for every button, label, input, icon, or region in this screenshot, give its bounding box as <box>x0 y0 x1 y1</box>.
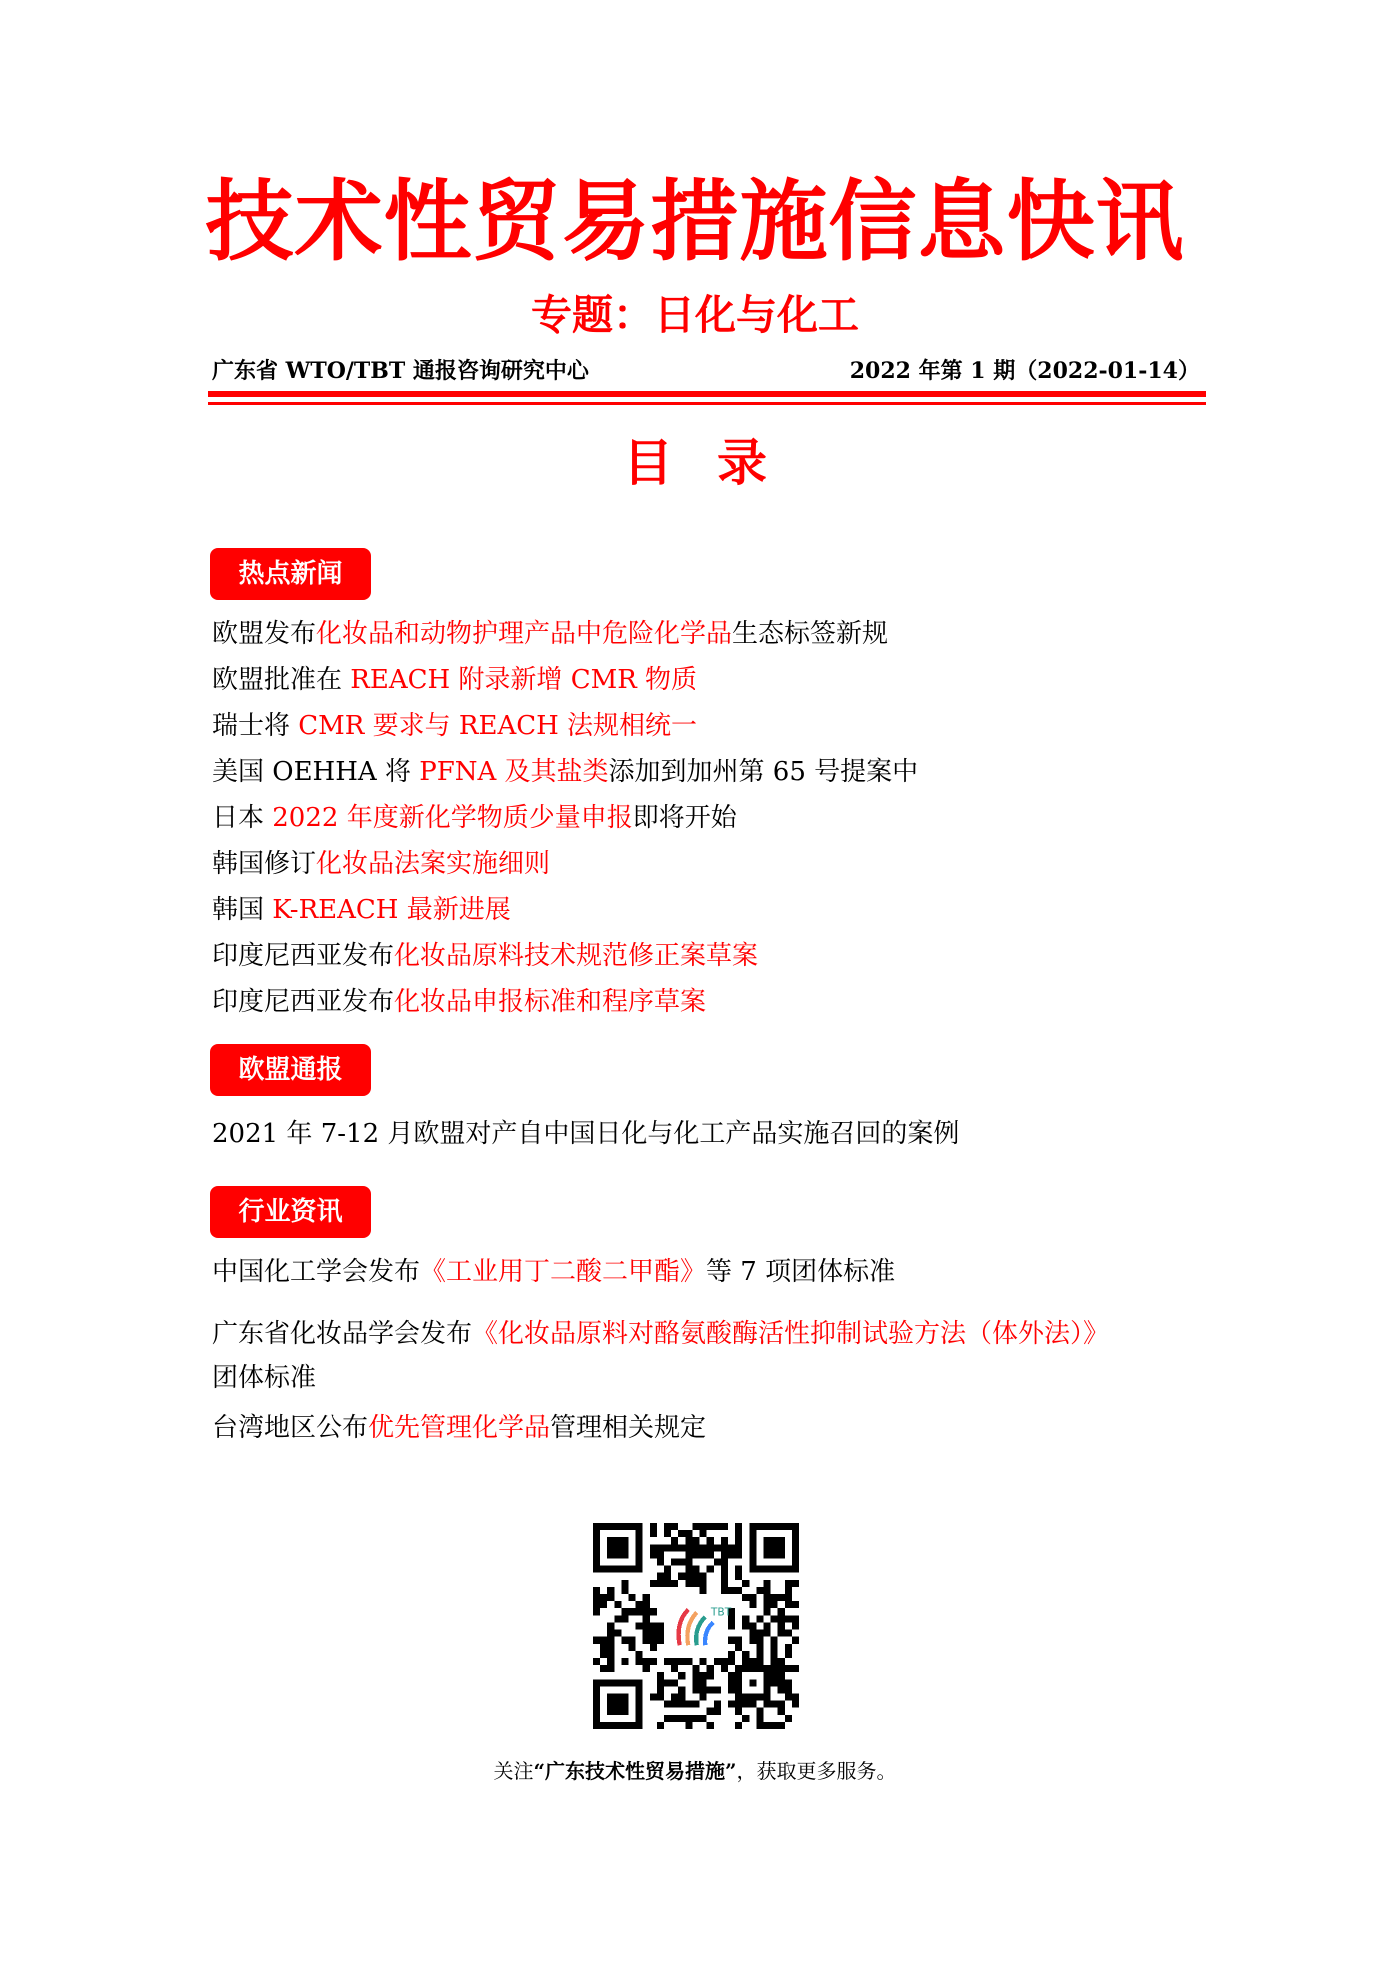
page-title: 技术性贸易措施信息快讯 <box>205 170 1185 273</box>
toc-item[interactable] <box>212 1312 1212 1400</box>
item-highlight: 《化妆品原料对酪氨酸酶活性抑制试验方法（体外法）》 <box>472 1319 1110 1349</box>
qr-code-graphic <box>593 1523 799 1729</box>
section-badge-industry-news: 行业资讯 <box>210 1186 371 1238</box>
item-suffix: 团体标准 <box>212 1363 317 1393</box>
section-badge-hot-news: 热点新闻 <box>210 548 371 600</box>
toc-item[interactable] <box>212 802 1212 834</box>
toc-item[interactable] <box>212 618 1212 650</box>
header-divider-thin <box>208 402 1206 405</box>
item-prefix: 韩国修订 <box>212 849 317 879</box>
toc-item[interactable] <box>212 986 1212 1018</box>
item-suffix: 生态标签新规 <box>732 619 889 649</box>
item-highlight: 优先管理化学品 <box>368 1413 551 1443</box>
footer-follow-note <box>0 1756 1390 1786</box>
toc-item[interactable] <box>212 894 1212 926</box>
toc-heading: 目录 <box>623 434 811 492</box>
item-highlight: PFNA 及其盐类 <box>419 757 609 787</box>
header-divider-thick <box>208 391 1206 397</box>
item-highlight: 2022 年度新化学物质少量申报 <box>272 803 633 833</box>
toc-item[interactable] <box>212 664 1212 696</box>
toc-item[interactable] <box>212 756 1212 788</box>
item-highlight: K-REACH 最新进展 <box>272 895 511 925</box>
item-prefix: 日本 <box>212 803 273 833</box>
footer-suffix: ，获取更多服务。 <box>736 1759 897 1783</box>
toc-item[interactable] <box>212 848 1212 880</box>
toc-item[interactable] <box>212 1412 1212 1444</box>
item-prefix: 广东省化妆品学会发布 <box>212 1319 473 1349</box>
item-prefix: 美国 OEHHA 将 <box>212 757 420 787</box>
item-highlight: 化妆品和动物护理产品中危险化学品 <box>316 619 733 649</box>
toc-item[interactable] <box>212 710 1212 742</box>
item-highlight: 化妆品申报标准和程序草案 <box>394 987 707 1017</box>
footer-prefix: 关注 <box>493 1759 534 1783</box>
item-highlight: CMR 要求与 REACH 法规相统一 <box>298 711 698 741</box>
item-suffix: 管理相关规定 <box>550 1413 707 1443</box>
item-prefix: 中国化工学会发布 <box>212 1257 421 1287</box>
item-prefix: 韩国 <box>212 895 273 925</box>
item-prefix: 印度尼西亚发布 <box>212 941 395 971</box>
section-badge-eu-notification: 欧盟通报 <box>210 1044 371 1096</box>
item-prefix: 欧盟发布 <box>212 619 317 649</box>
toc-item[interactable] <box>212 940 1212 972</box>
item-highlight: REACH 附录新增 CMR 物质 <box>350 665 698 695</box>
publisher-name: 广东省 WTO/TBT 通报咨询研究中心 <box>212 358 589 384</box>
item-suffix: 即将开始 <box>632 803 737 833</box>
issue-info: 2022 年第 1 期（2022-01-14） <box>849 358 1200 384</box>
item-suffix: 等 7 项团体标准 <box>706 1257 896 1287</box>
item-prefix: 2021 年 7-12 月欧盟对产自中国日化与化工产品实施召回的案例 <box>212 1119 960 1149</box>
item-prefix: 欧盟批准在 <box>212 665 351 695</box>
item-prefix: 瑞士将 <box>212 711 299 741</box>
item-suffix: 添加到加州第 65 号提案中 <box>608 757 919 787</box>
item-prefix: 印度尼西亚发布 <box>212 987 395 1017</box>
qr-logo-text: TBT <box>710 1605 732 1619</box>
toc-item[interactable] <box>212 1256 1212 1288</box>
item-highlight: 化妆品法案实施细则 <box>316 849 551 879</box>
toc-item[interactable] <box>212 1118 1212 1150</box>
page-subtitle: 专题：日化与化工 <box>531 291 859 339</box>
item-prefix: 台湾地区公布 <box>212 1413 369 1443</box>
item-highlight: 化妆品原料技术规范修正案草案 <box>394 941 759 971</box>
qr-code-icon[interactable] <box>593 1523 799 1729</box>
item-highlight: 《工业用丁二酸二甲酯》 <box>420 1257 707 1287</box>
footer-account-name: “广东技术性贸易措施” <box>533 1759 737 1783</box>
